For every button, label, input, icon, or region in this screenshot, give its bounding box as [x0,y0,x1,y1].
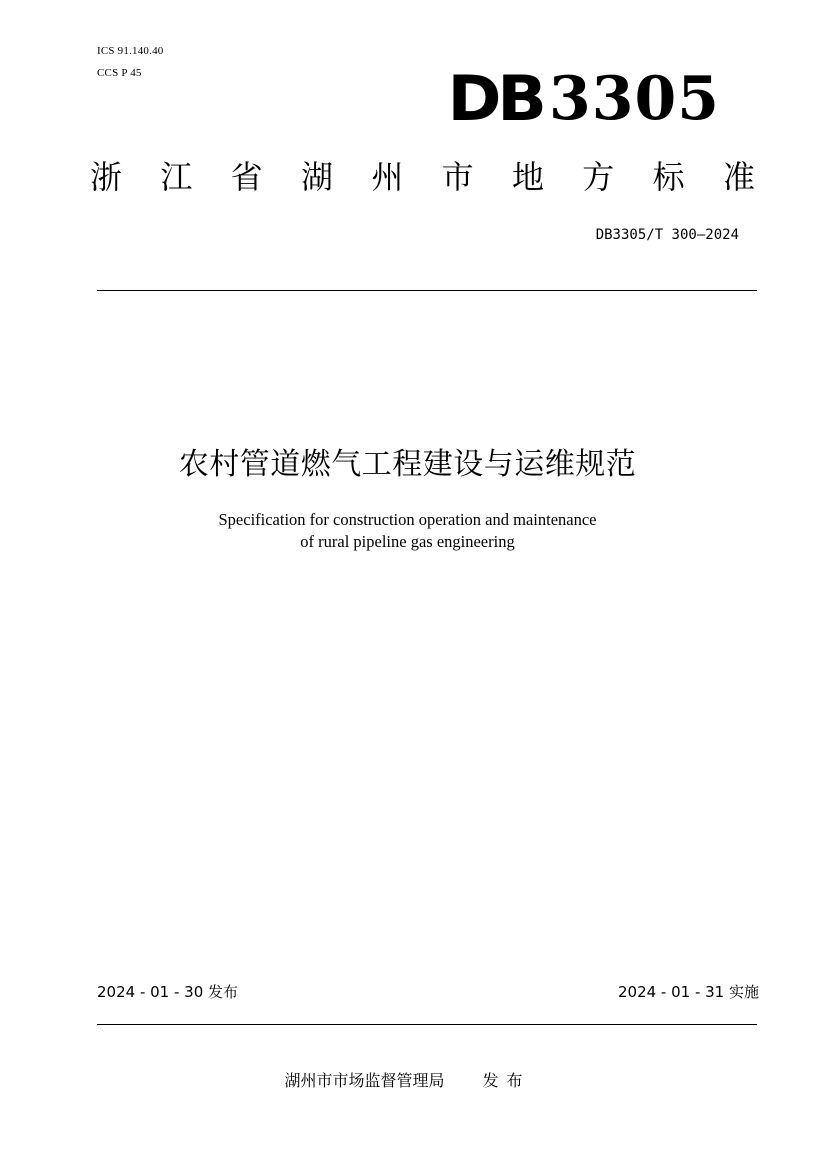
db-standard-mark [447,62,720,135]
standard-type-char: 省 [230,158,263,196]
publish-date: 2024 - 01 - 30 发布 [97,983,239,1001]
implementation-date: 2024 - 01 - 31 实施 [617,983,759,1001]
standard-type-char: 州 [371,158,404,196]
standard-type-char: 方 [582,158,615,196]
top-divider [97,290,757,291]
standard-type-char: 浙 [90,158,123,196]
document-title-chinese: 农村管道燃气工程建设与运维规范 [178,447,637,482]
standard-type-char: 市 [441,158,474,196]
ics-code: ICS 91.140.40 [97,45,164,57]
classification-codes [97,40,163,84]
db-letters: DB [447,62,543,135]
english-title-line: of rural pipeline gas engineering [300,532,515,551]
english-title-line: Specification for construction operation and maintenance [218,510,597,529]
document-title-english [0,509,815,553]
standard-type-char: 地 [511,158,544,196]
bottom-divider [97,1024,757,1025]
standard-type-char: 湖 [300,158,333,196]
standard-type-title [90,158,755,196]
ccs-code: CCS P 45 [97,67,142,79]
publish-action: 发布 [482,1071,531,1090]
db-number: 3305 [549,64,720,134]
publisher-line [0,1070,815,1092]
standard-type-char: 准 [722,158,755,196]
standard-type-char: 江 [160,158,193,196]
standard-code: DB3305/T 300—2024 [595,227,739,243]
standard-type-char: 标 [652,158,685,196]
publisher-name: 湖州市市场监督管理局 [284,1071,445,1090]
